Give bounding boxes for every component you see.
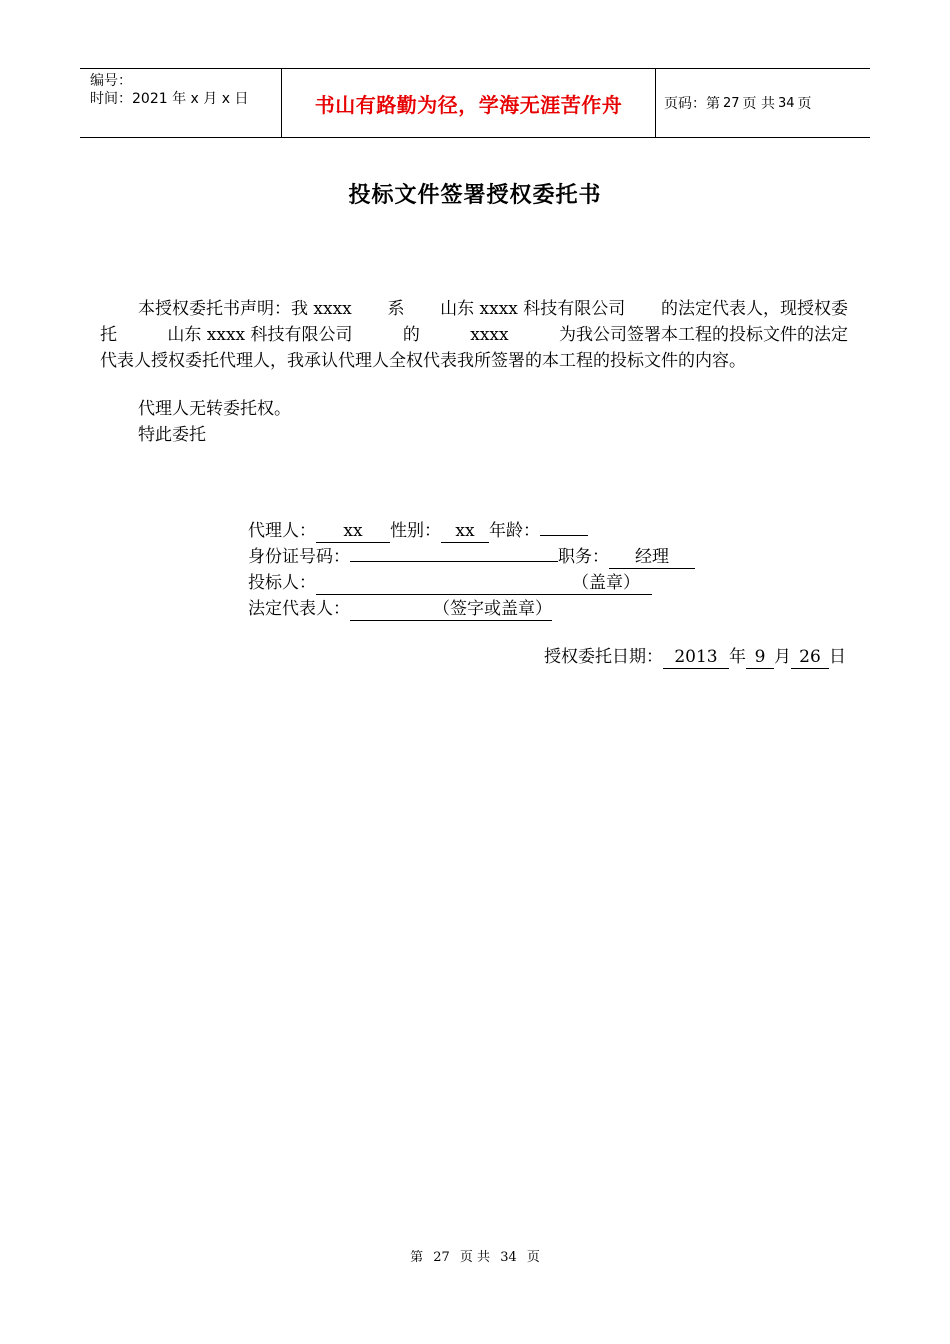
agent-form: [248, 518, 695, 622]
bidder-label: 投标人：: [248, 573, 316, 593]
no-sub-delegation: 代理人无转委托权。: [138, 399, 291, 419]
text-segment: xxxx: [470, 325, 509, 345]
position-label: 职务：: [558, 547, 609, 567]
number-label: 编号：: [90, 73, 132, 89]
footer-current: 27: [433, 1250, 450, 1265]
page-current: 27: [723, 95, 740, 111]
page-total: 34: [778, 95, 795, 111]
age-value: [540, 535, 588, 536]
text-segment: 本授权委托书声明：我 xxxx: [138, 299, 352, 319]
id-label: 身份证号码：: [248, 547, 350, 567]
footer-mid: 页 共: [459, 1250, 491, 1265]
authorization-date: [544, 644, 846, 670]
date-day: 26: [791, 646, 829, 669]
statement-paragraph: [100, 296, 848, 374]
legal-rep-label: 法定代表人：: [248, 599, 350, 619]
legal-rep-row: [248, 596, 695, 622]
text-segment: 山东 xxxx 科技有限公司: [440, 299, 626, 319]
day-unit: 日: [829, 647, 846, 667]
gender-label: 性别：: [390, 521, 441, 541]
id-row: [248, 544, 695, 570]
legal-rep-signature-line: （签字或盖章）: [350, 598, 552, 621]
footer-total: 34: [500, 1250, 517, 1265]
page-suffix: 页: [797, 96, 812, 112]
footer-prefix: 第: [410, 1250, 424, 1265]
month-unit: 月: [774, 647, 791, 667]
agent-value: xx: [316, 520, 390, 543]
bidder-seal-line: （盖章）: [316, 572, 652, 595]
document-title: 投标文件签署授权委托书: [348, 182, 602, 208]
page-mid: 页 共: [742, 96, 775, 112]
statement-line-2: [100, 322, 848, 348]
gender-value: xx: [441, 520, 489, 543]
page-header: [80, 68, 870, 138]
text-segment: 托: [100, 325, 117, 345]
date-label-text: 授权委托日期：: [544, 647, 663, 667]
text-segment: 的: [402, 325, 420, 345]
hereby-entrust: 特此委托: [138, 425, 206, 445]
bidder-row: [248, 570, 695, 596]
agent-label: 代理人：: [248, 521, 316, 541]
agent-row: [248, 518, 695, 544]
text-segment: 为我公司签署本工程的投标文件的法定: [558, 325, 848, 345]
header-slogan: 书山有路勤为径，学海无涯苦作舟: [314, 92, 623, 117]
header-page-indicator: [656, 69, 870, 137]
header-slogan-cell: [282, 69, 656, 137]
footer-suffix: 页: [526, 1250, 540, 1265]
statement-line-1: [100, 296, 848, 322]
page-footer: [0, 1246, 950, 1265]
position-value: 经理: [609, 546, 695, 569]
date-label: 时间：2021 年 x 月 x 日: [90, 91, 249, 107]
text-segment: 的法定代表人，现授权委: [661, 299, 848, 319]
header-meta: [80, 69, 282, 137]
date-year: 2013: [663, 646, 729, 669]
page-prefix: 页码：第: [664, 96, 720, 112]
text-segment: 山东 xxxx 科技有限公司: [167, 325, 353, 345]
date-month: 9: [746, 646, 774, 669]
id-value: [350, 561, 558, 562]
statement-line-3: 代表人授权委托代理人，我承认代理人全权代表我所签署的本工程的投标文件的内容。: [100, 351, 746, 371]
text-segment: 系: [387, 299, 405, 319]
year-unit: 年: [729, 647, 746, 667]
age-label: 年龄：: [489, 521, 540, 541]
